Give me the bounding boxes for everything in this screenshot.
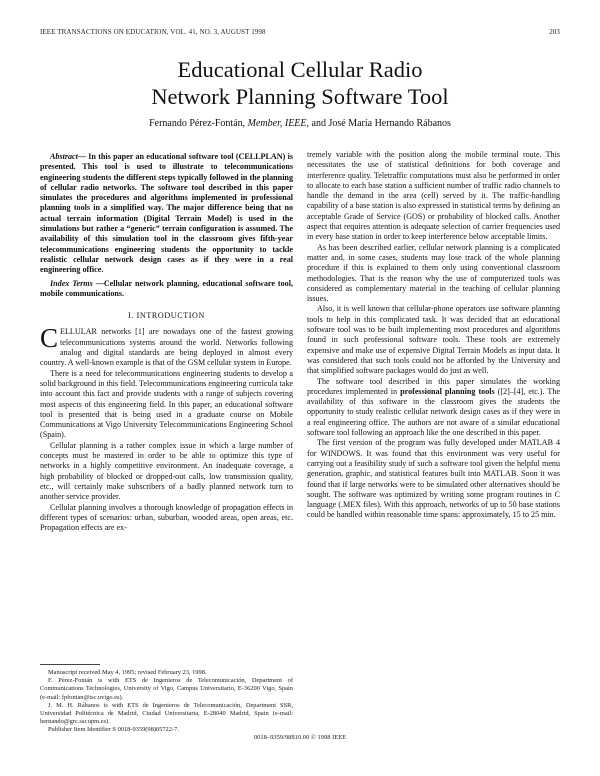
right-paragraph-4 — [307, 377, 560, 439]
intro-paragraph-4: Cellular planning involves a thorough knowledge of propagation effects in different types of scenarios: urban, suburban, wooded areas, open areas, etc. Propagation effects are ex- — [40, 502, 293, 533]
page-number: 203 — [549, 28, 560, 36]
intro-paragraph-1: CELLULAR networks [1] are nowadays one of the fastest growing telecommunications systems around the world. Networks following analog and digital standards are being deployed in almost every country. A well-known example is that of the GSM cellular system in Europe. — [40, 323, 293, 368]
abstract — [40, 152, 293, 276]
index-terms — [40, 279, 293, 300]
journal-citation: IEEE TRANSACTIONS ON EDUCATION, VOL. 41, NO. 3, AUGUST 1998 — [40, 28, 266, 36]
index-terms-text: Cellular network planning, educational software tool, mobile communications. — [40, 278, 293, 298]
right-paragraph-4-a: The software tool described in this paper simulates the working procedures implemented in — [307, 376, 560, 396]
intro-paragraph-2: There is a need for telecommunications engineering students to develop a solid background in this field. Telecommunications engineering curricula take into account this fact and provide students with a range of subjects covering most aspects of this engineering field. In this paper, an educational software tool is presented that is being used in a graduate course on Mobile Communications at Vigo University Telecommunications Engineering School (Spain). — [40, 368, 293, 440]
footnote-received: Manuscript received May 4, 1995; revised February 23, 1998. — [48, 669, 207, 676]
footnote-author-1: F. Pérez-Fontán is with ETS de Ingenieros de Telecomunicación, Department of Communications Technologies, University of Vigo, Campus Universitario, E-36200 Vigo, Spain (e-mail: fpfontan@tsc.uvigo.es). — [40, 677, 293, 701]
copyright-line: 0018–9359/98$10.00 © 1998 IEEE — [253, 734, 347, 741]
footnote-publisher-id: Publisher Item Identifier S 0018-9359(98)05722-7. — [48, 726, 179, 734]
right-paragraph-3: Also, it is well known that cellular-phone operators use software planning tools to help in this complicated task. It was decided that an educational software tool was to be built implementing most procedures and algorithms found in such professional software tools. These tools are extremely expensive and make use of expensive Digital Terrain Models as input data. It was considered that such tools could not be afforded by the University and that simplified software packages would do just as well. — [307, 304, 560, 376]
running-header — [40, 28, 560, 36]
intro-paragraph-3: Cellular planning is a rather complex issue in which a large number of concepts must be mastered in order to be able to optimize this type of networks in a highly competitive environment. An inadequate coverage, a high probability of blocked or dropped-out calls, low transmission quality, etc., will certainly make subscribers of a badly planned network turn to another service provider. — [40, 440, 293, 502]
section-heading-introduction: I. INTRODUCTION — [128, 311, 205, 321]
right-column — [307, 150, 560, 521]
right-paragraph-5: The first version of the program was fully developed under MATLAB 4 for WINDOWS. It was found that this environment was very useful for carrying out a feasibility study of such a software tool given the helpful menu generation, graphic, and statistical features built into MATLAB. Soon it was found that if large networks were to be simulated other alternatives should be sought. The software was optimized by writing some program routines in C language (.MEX files). With this approach, networks of up to 50 base stations could be handled within reasonable time spans: approximately, 15 to 25 min. — [307, 438, 560, 520]
author-first: Fernando Pérez-Fontán, — [149, 118, 246, 129]
title-line-1: Educational Cellular Radio — [177, 57, 423, 82]
abstract-label: Abstract— — [50, 152, 86, 161]
right-paragraph-2: As has been described earlier, cellular network planning is a complicated matter and, in some cases, students may lose track of the whole planning procedure if this is explained to them only using conventional classroom methodologies. That is the reason why the use of computerized tools was considered as complementary material in the teaching of cellular planning issues. — [307, 242, 560, 304]
index-terms-label: Index Terms — — [50, 278, 104, 288]
title-line-2: Network Planning Software Tool — [151, 84, 449, 109]
left-column — [40, 152, 293, 533]
author-line — [40, 118, 560, 129]
footnotes — [40, 664, 293, 735]
right-paragraph-1: tremely variable with the position along the mobile terminal route. This necessitates the use of statistical definitions for both coverage and interference quality. Teletraffic computations must also be performed in order to allocate to each base station a sufficient number of traffic radio channels to handle the demand in the area (cell) served by it. The traffic-handling capability of a base station is also expressed in statistical terms by defining an acceptable Grade of Service (GOS) or probability of blocked calls. Another aspect that requires attention is adequate selection of carrier frequencies used in every base station in order to keep interference below acceptable limits. — [307, 150, 560, 242]
paper-title — [40, 56, 560, 110]
author-membership: Member, IEEE, — [247, 118, 310, 129]
footnote-rule — [40, 664, 100, 665]
right-paragraph-4-b: ([2]–[4], etc.). The availability of this software in the classroom gives the students the opportunity to study realistic cellular network design cases as if they were in a real engineering office. The authors are not aware of a similar educational software tool following an approach like the one described in this paper. — [307, 386, 560, 438]
right-paragraph-4-bold: professional planning tools — [400, 386, 495, 396]
author-second: and José María Hernando Rábanos — [311, 118, 451, 129]
footnote-author-2: J. M. H. Rábanos is with ETS de Ingenieros de Telecomunicación, Department SSR, Universidad Politécnica de Madrid, Ciudad Universitaria, E-28040 Madrid, Spain (e-mail: hernando@grc.ssr.upm.es). — [40, 701, 293, 726]
abstract-text: In this paper an educational software tool (CELLPLAN) is presented. This tool is used to illustrate to telecommunications engineering students the different steps typically followed in the planning of cellular radio networks. The software tool described in this paper simulates the procedures and algorithms implemented in professional planning tools in a simplified way. The major difference being that no actual terrain information (Digital Terrain Model) is used in the simulations but rather a “generic” terrain configuration is assumed. The availability of this simulation tool in the classroom gives fifth-year telecommunications engineering students the opportunity to tackle realistic cellular network design cases as if they were in a real engineering office. — [40, 152, 293, 275]
